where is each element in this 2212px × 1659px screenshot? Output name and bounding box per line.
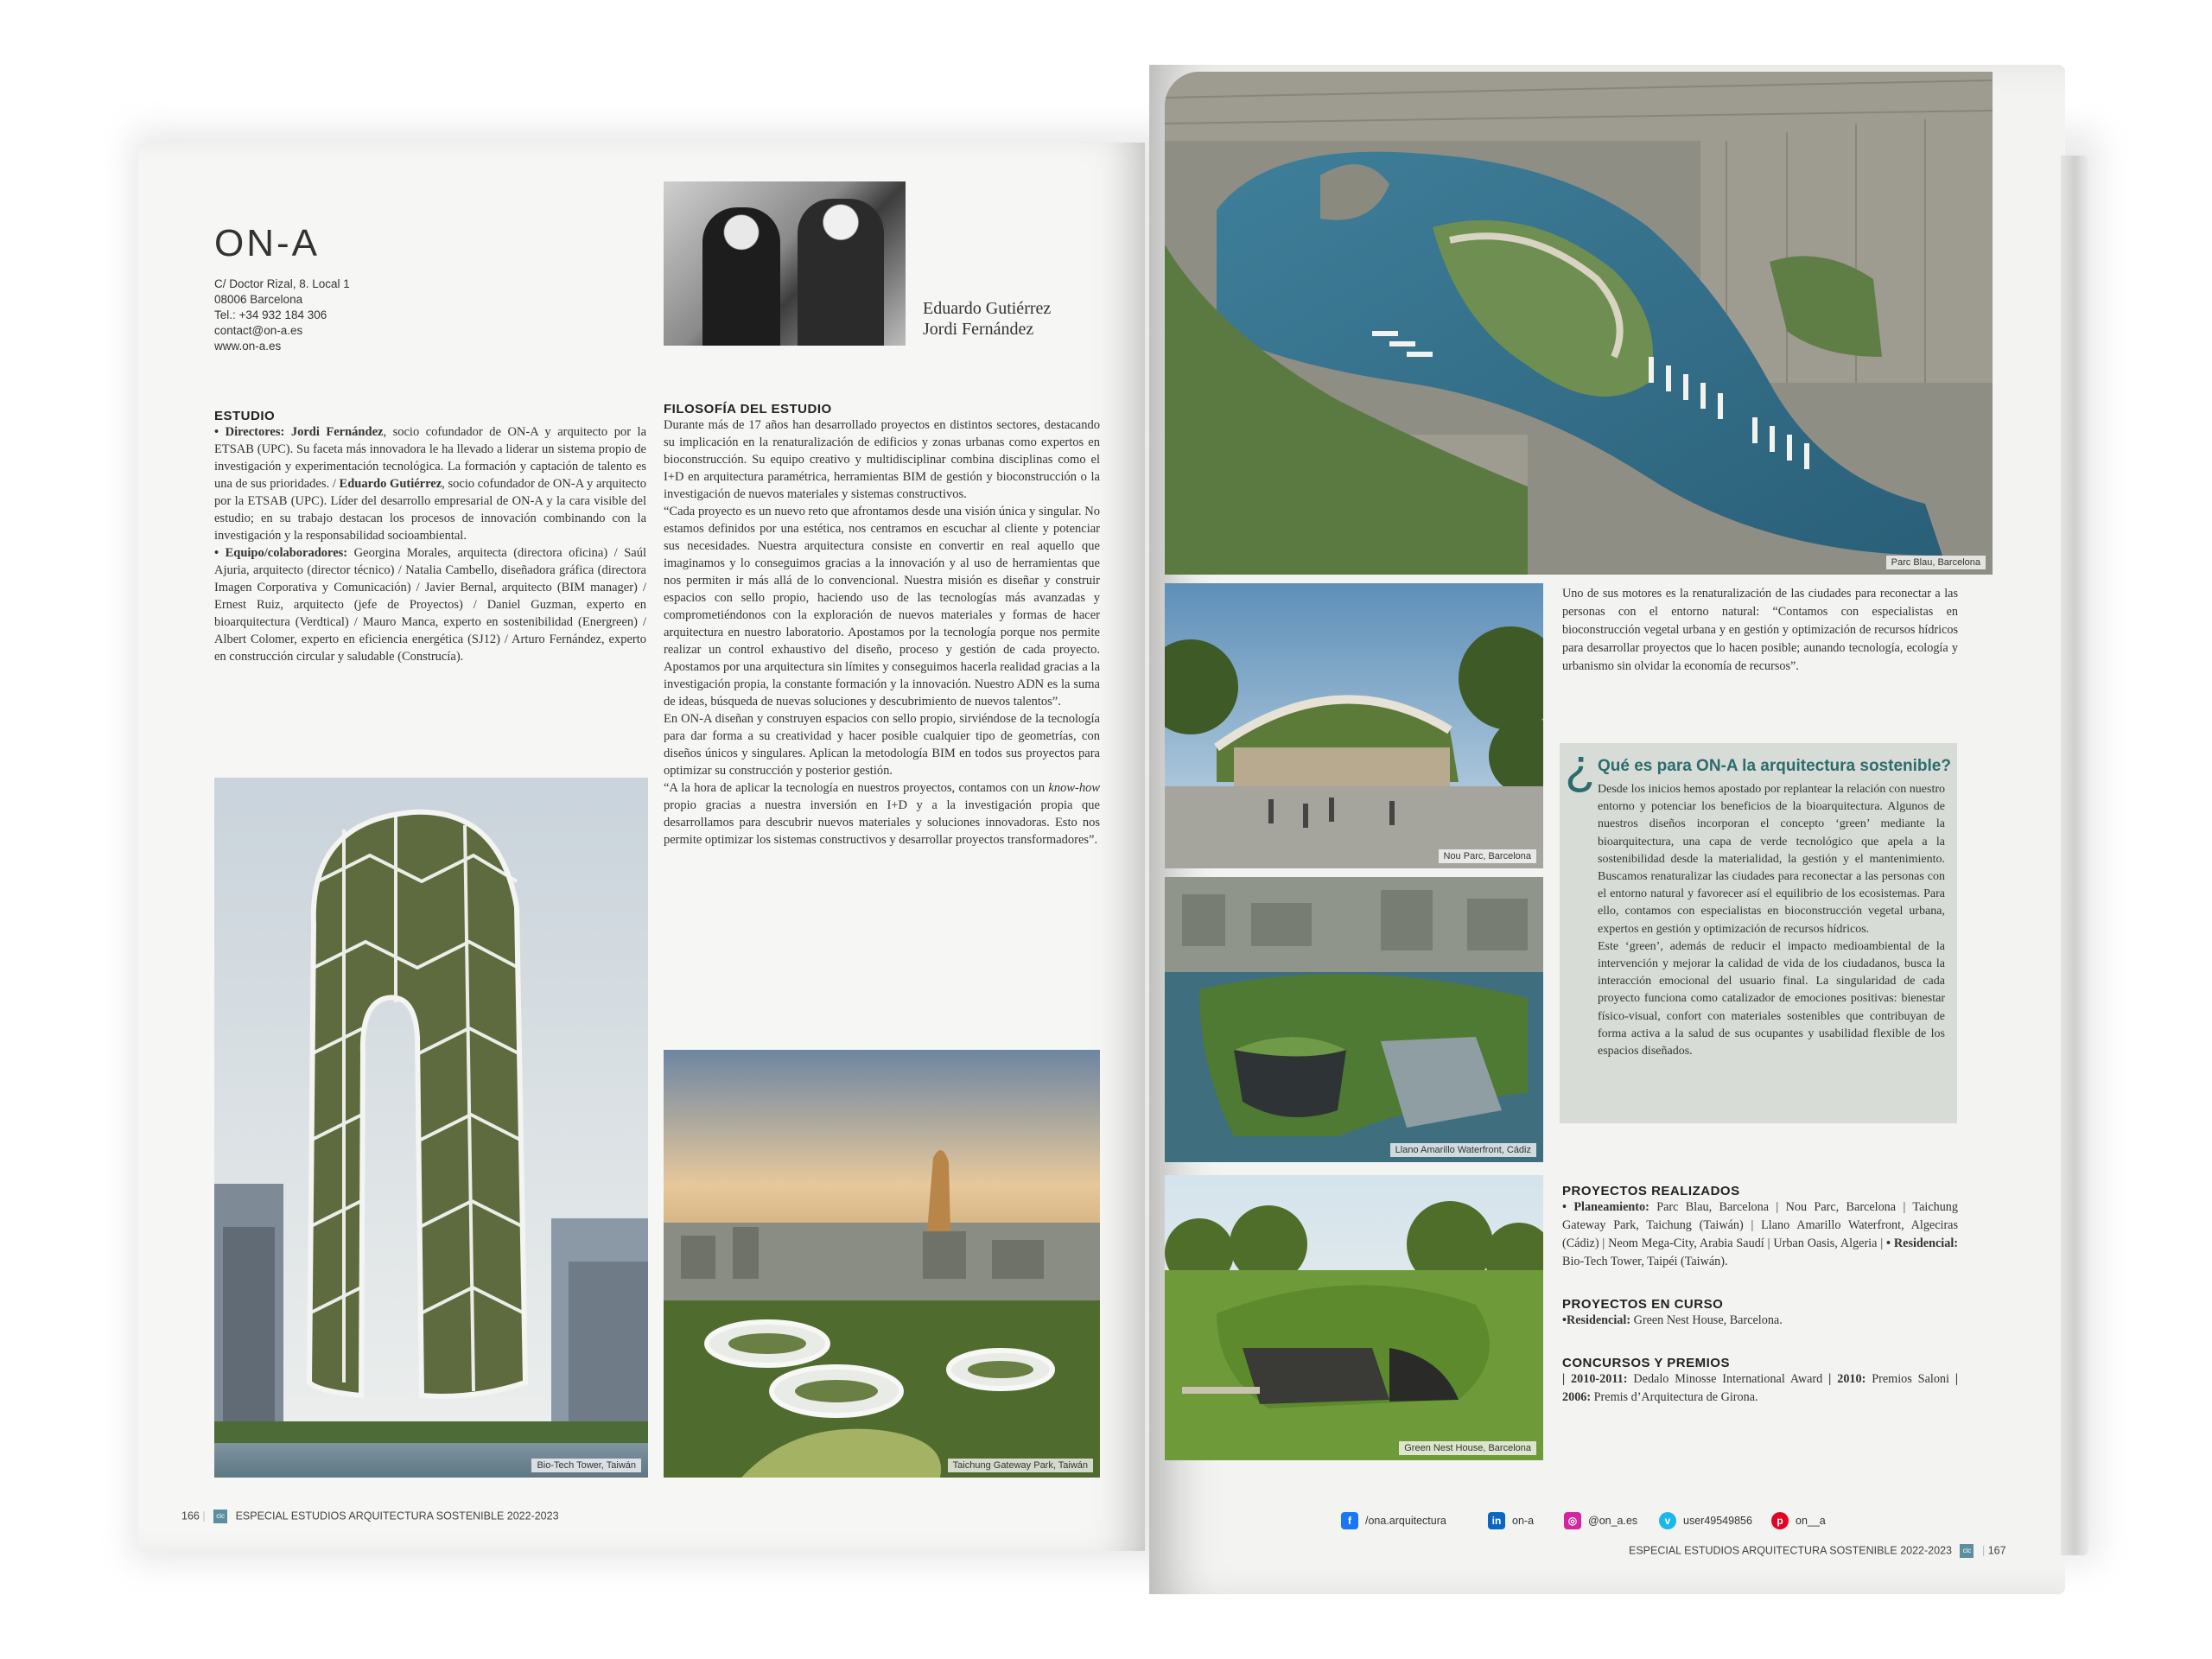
filosofia-p2: “Cada proyecto es un nuevo reto que afrontamos desde una visión única y singular. No estamos definidos por una estética, nos centramos en escuchar al cliente y potenciar sus necesidades. Nuestra arquitectura consiste en convertir en real aquello que imaginamos y lo conseguimos gracias a la innovación y al uso de herramientas que nos permiten ir más allá de lo convencional. Nuestra misión es diseñar y construir espacios con sello propio, haciendo uso de las tecnologías más avanzadas y comprometiéndonos con la exploración de nuevos materiales y formas de hacer arquitectura en nuestro laboratorio. Apostamos por la tecnología porque nos permite realizar un control exhaustivo del diseño, proceso y gestión de cada proyecto. Apostamos por una arquitectura sin límites y conseguimos hacerla realidad gracias a la investigación propia, la constante formación y la innovación. Nuestro ADN es la suma de ideas, búsqueda de nuevas soluciones y descubrimiento de nuevos talentos”. [664, 505, 1100, 709]
vimeo-handle: user49549856 [1683, 1515, 1752, 1527]
bio-tech-tower-image [214, 778, 648, 1478]
social-linkedin[interactable] [1488, 1512, 1534, 1529]
callout-p1: Desde los inicios hemos apostado por replantear la relación con nuestro entorno y potenciar los beneficios de la bioarquitectura. Algunos de nuestros diseños incorporan el concepto ‘green’ mediante la bioarquitectura, una capa de verde tecnológico que apela a la sostenibilidad desde la materialidad, la gestión y el mantenimiento. Buscamos renaturalizar las ciudades para reconectar a las personas con el entorno natural y favorecer así el equilibrio de los ecosistemas. Para ello, contamos con especialistas en bioconstrucción vegetal urbana, expertos en gestión y optimización de recursos hídricos. [1598, 783, 1945, 936]
left-publication-title: ESPECIAL ESTUDIOS ARQUITECTURA SOSTENIBLE 2022-2023 [235, 1510, 559, 1522]
instagram-icon: ◎ [1564, 1512, 1581, 1529]
portrait-names [923, 298, 1051, 340]
residencial-text: Bio-Tech Tower, Taipéi (Taiwán). [1562, 1255, 1728, 1268]
parc-blau-aerial [1165, 72, 1993, 575]
left-page-number: 166 [181, 1510, 200, 1522]
intro-paragraph: Uno de sus motores es la renaturalización de las ciudades para reconectar a las personas con el entorno natural: “Contamos con especialistas en bioconstrucción vegetal urbana y en gestión y optimización de recursos hídricos para desarrollar proyectos que lo hacen posible; aunando tecnología, ecología y urbanismo sin olvidar la economía de recursos”. [1562, 587, 1958, 673]
instagram-handle: @on_a.es [1588, 1515, 1638, 1527]
filosofia-p4-b: propio gracias a nuestra inversión en I+D y a la investigación propia que desarrollamos para descubrir nuevos materiales y soluciones innovadoras. Esto nos permite optimizar los sistemas constructivos y desarrollar proyectos transformadores”. [664, 798, 1100, 847]
contact-block [214, 276, 350, 354]
premio-year-1: | 2010-2011: [1562, 1372, 1628, 1386]
contact-city: 08006 Barcelona [214, 293, 303, 306]
team-label: • Equipo/colaboradores: [214, 546, 348, 560]
caption-nou-parc: Nou Parc, Barcelona [1439, 849, 1537, 863]
right-cic-badge: cic [1960, 1544, 1974, 1558]
en-curso-label: •Residencial: [1562, 1313, 1631, 1327]
premio-year-3: | 2006: [1562, 1372, 1958, 1404]
estudio-team [214, 544, 646, 665]
filosofia-p1: Durante más de 17 años han desarrollado proyectos en distintos sectores, destacando su implicación en la renaturalización de edificios y zonas urbanas como expertos en bioconstrucción. Su equipo creativo y multidisciplinar combina disciplinas como el I+D en arquitectura paramétrica, herramientas BIM de gestión y bioconstrucción o la investigación de nuevos materiales y sistemas constructivos. [664, 418, 1100, 501]
right-footer [1629, 1544, 2006, 1558]
filosofia-p3: En ON-A diseñan y construyen espacios con sello propio, sirviéndose de la tecnología para dar forma a su creatividad y hacer posible cualquier tipo de geometrías, con diseños únicos y singulares. Aplican la metodología BIM en todos sus proyectos para optimizar su construcción y posterior gestión. [664, 712, 1100, 778]
pinterest-icon: p [1771, 1512, 1789, 1529]
parc-blau-image [1165, 72, 1993, 575]
directors-label: • Directores: [214, 425, 285, 439]
portrait-person-1 [702, 207, 780, 346]
left-page [138, 143, 1145, 1551]
director-name-2: Eduardo Gutiérrez [339, 477, 442, 491]
right-page-number: 167 [1987, 1544, 2006, 1557]
social-instagram[interactable] [1564, 1512, 1637, 1529]
portrait-name-2: Jordi Fernández [923, 320, 1034, 339]
linkedin-handle: on-a [1512, 1515, 1535, 1527]
facebook-handle: /ona.arquitectura [1365, 1515, 1446, 1527]
premio-text-2: Premios Saloni [1866, 1372, 1955, 1386]
planeamiento-text: Parc Blau, Barcelona | Nou Parc, Barcelona | Taichung Gateway Park, Taichung (Taiwán) | Llano Amarillo Waterfront, Algeciras (Cádiz) | Neom Mega-City, Arabia Saudí | Urban Oasis, Algeria | [1562, 1200, 1958, 1250]
contact-phone: Tel.: +34 932 184 306 [214, 308, 327, 321]
filosofia-p4 [664, 779, 1100, 849]
premios-heading: CONCURSOS Y PREMIOS [1562, 1356, 1730, 1370]
social-vimeo[interactable] [1659, 1512, 1752, 1529]
nou-parc-image [1165, 583, 1543, 868]
taichung-gateway-image [664, 1050, 1100, 1478]
social-pinterest[interactable] [1771, 1512, 1826, 1529]
facebook-icon: f [1341, 1512, 1358, 1529]
premios-list [1562, 1370, 1958, 1407]
llano-amarillo-image [1165, 877, 1543, 1162]
residencial-label: • Residencial: [1886, 1236, 1958, 1250]
realizados-list [1562, 1198, 1958, 1271]
filosofia-column [664, 402, 1100, 849]
right-page [1149, 65, 2065, 1594]
left-cic-badge: cic [213, 1510, 227, 1523]
page-edge-stack [2061, 156, 2088, 1555]
realizados-heading: PROYECTOS REALIZADOS [1562, 1184, 1740, 1198]
estudio-heading: ESTUDIO [214, 409, 276, 423]
tower-illustration [214, 778, 648, 1478]
green-nest-illustration [1165, 1175, 1543, 1460]
caption-parc-blau: Parc Blau, Barcelona [1886, 556, 1986, 569]
filosofia-p4-italic: know-how [1048, 781, 1100, 795]
en-curso-heading: PROYECTOS EN CURSO [1562, 1297, 1724, 1312]
premio-text-1: Dedalo Minosse International Award [1627, 1372, 1829, 1386]
portrait-name-1: Eduardo Gutiérrez [923, 299, 1052, 318]
contact-email: contact@on-a.es [214, 324, 303, 337]
right-footer-divider: | [1981, 1544, 1986, 1557]
callout-title: Qué es para ON-A la arquitectura sostenible? [1598, 757, 1951, 775]
director-name-1: Jordi Fernández [290, 425, 384, 439]
portrait-person-2 [798, 199, 884, 346]
sustainability-callout [1560, 739, 1957, 1123]
contact-address: C/ Doctor Rizal, 8. Local 1 [214, 277, 350, 290]
founders-portrait [664, 181, 906, 346]
caption-green-nest: Green Nest House, Barcelona [1399, 1441, 1536, 1455]
pinterest-handle: on__a [1796, 1515, 1826, 1527]
nou-parc-illustration [1165, 583, 1543, 868]
taichung-illustration [664, 1050, 1100, 1478]
premio-year-2: | 2010: [1828, 1372, 1866, 1386]
llano-amarillo-illustration [1165, 877, 1543, 1162]
linkedin-icon: in [1488, 1512, 1505, 1529]
right-publication-title: ESPECIAL ESTUDIOS ARQUITECTURA SOSTENIBLE 2022-2023 [1629, 1544, 1952, 1557]
green-nest-image [1165, 1175, 1543, 1460]
premio-text-3: Premis d’Arquitectura de Girona. [1591, 1390, 1758, 1404]
social-facebook[interactable] [1341, 1512, 1446, 1529]
contact-website: www.on-a.es [214, 340, 282, 353]
filosofia-p4-a: “A la hora de aplicar la tecnología en nuestros proyectos, contamos con un [664, 781, 1049, 795]
left-footer-divider: | [202, 1510, 206, 1522]
projects-column [1562, 1184, 1958, 1407]
estudio-column [214, 409, 646, 665]
caption-bio-tech-tower: Bio-Tech Tower, Taiwán [531, 1459, 641, 1472]
en-curso-text: Green Nest House, Barcelona. [1630, 1313, 1783, 1327]
planeamiento-label: • Planeamiento: [1562, 1200, 1649, 1214]
filosofia-heading: FILOSOFÍA DEL ESTUDIO [664, 402, 832, 416]
vimeo-icon: v [1659, 1512, 1676, 1529]
callout-question-mark: ¿ [1565, 739, 1596, 795]
team-text: Georgina Morales, arquitecta (directora oficina) / Saúl Ajuria, arquitecto (director técnico) / Natalia Cambello, diseñadora gráfica (directora Imagen Corporativa y Comunicación) / Javier Bernal, arquitecto (BIM manager) / Ernest Ruiz, arquitecto (jefe de Proyectos) / Daniel Guzman, experto en bioarquitectura (Verdtical) / Mauro Manca, experto en sostenibilidad (Energreen) / Albert Colomer, experto en eficiencia energética (SJ12) / Arturo Fernández, experto en construcción circular y saludable (Construcía). [214, 546, 647, 664]
estudio-directors [214, 423, 646, 544]
director-text-2: , socio cofundador de ON-A y arquitecto por la ETSAB (UPC). Líder del desarrollo empresarial de ON-A y la cara visible del estudio; en su trabajo destacan los procesos de innovación combinando con la investigación y la responsabilidad socioambiental. [214, 477, 646, 543]
callout-p2: Este ‘green’, además de reducir el impacto medioambiental de la intervención y mejorar la calidad de vida de los ciudadanos, busca la interacción emocional del usuario final. La singularidad de cada proyecto funciona como catalizador de emociones positivas: bienestar físico-visual, confort con materiales sostenibles que contribuyan de forma activa a la salud de sus ocupantes y usabilidad flexible de los espacios diseñados. [1598, 939, 1945, 1058]
left-footer [181, 1510, 559, 1523]
callout-body [1598, 781, 1945, 1060]
caption-taichung-gateway: Taichung Gateway Park, Taiwán [948, 1459, 1093, 1472]
studio-title: ON-A [214, 222, 320, 264]
en-curso-list [1562, 1312, 1958, 1330]
director-text-1: , socio cofundador de ON-A y arquitecto por la ETSAB (UPC). Su faceta más innovadora le ha llevado a liderar un sistema propio de investigación y experimentación tecnológica. La formación y captación de talento es una de sus prioridades. / [214, 425, 647, 491]
caption-llano-amarillo: Llano Amarillo Waterfront, Cádiz [1390, 1143, 1536, 1157]
